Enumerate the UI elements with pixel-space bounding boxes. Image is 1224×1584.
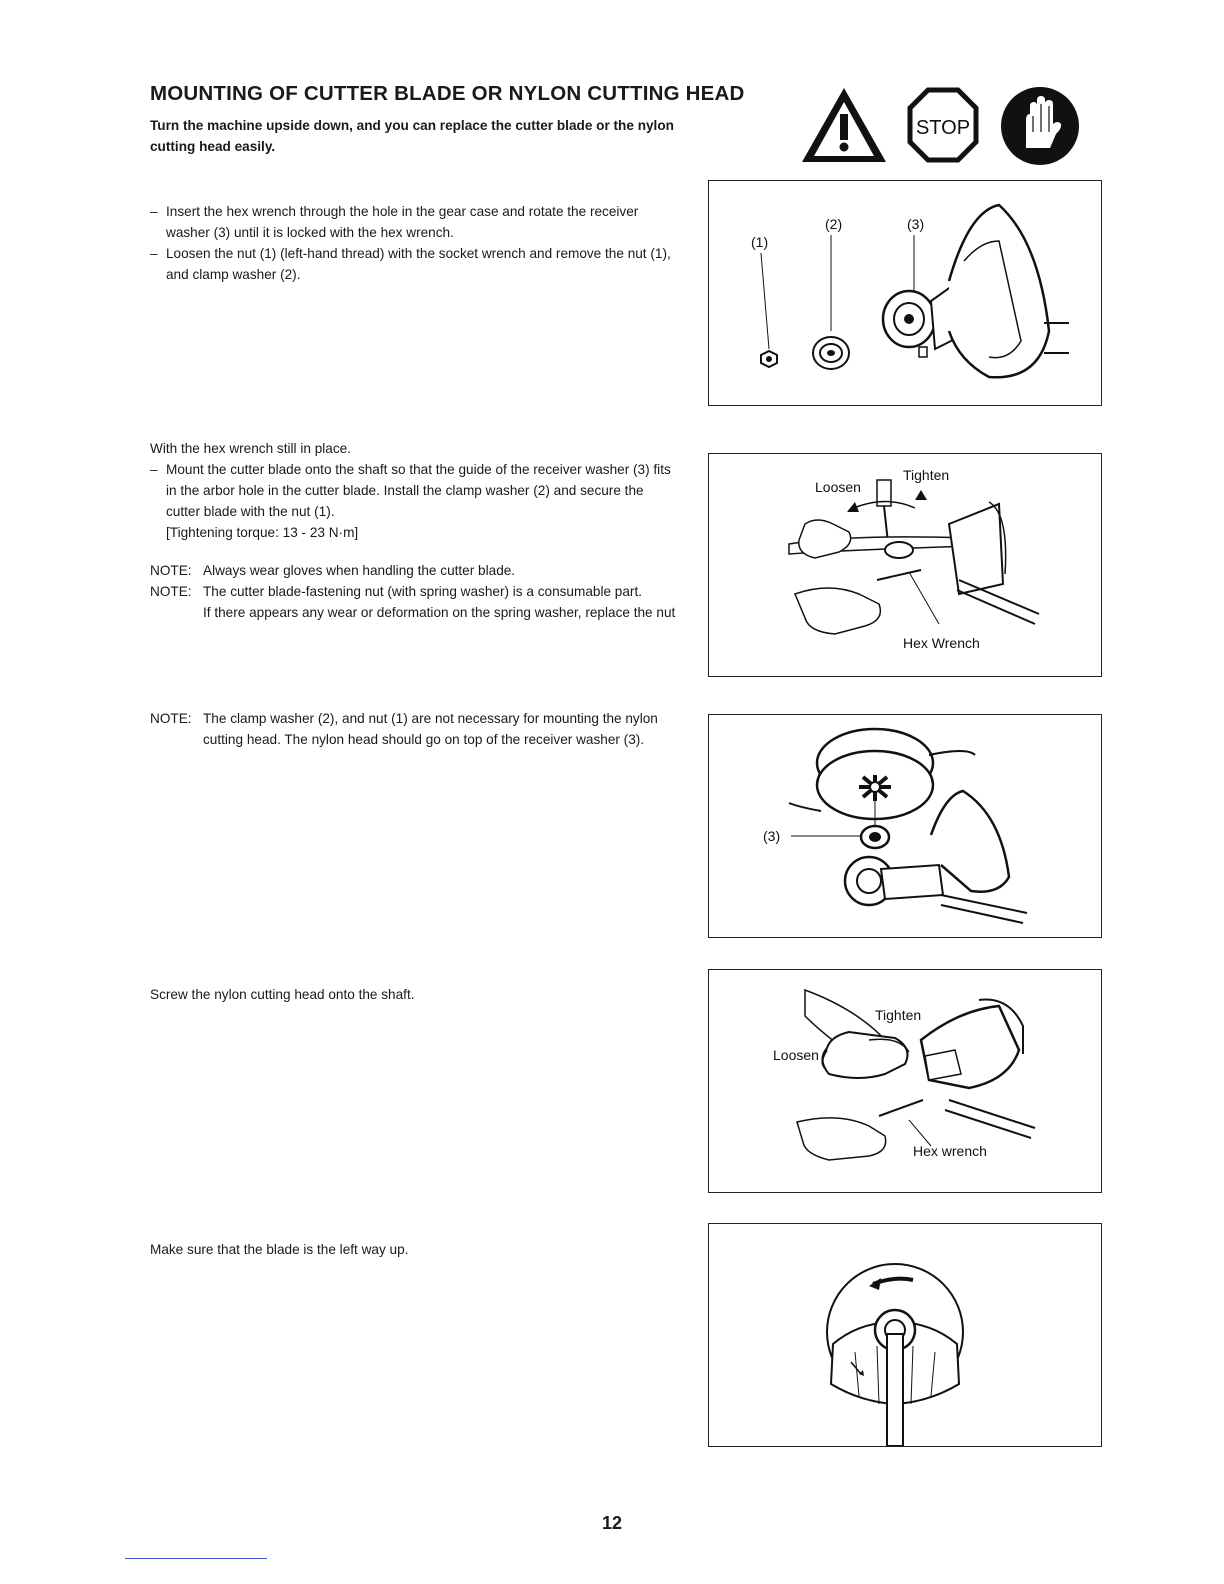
gloves-icon (1001, 87, 1079, 165)
label-loosen: Loosen (773, 1047, 819, 1063)
label-receiver-washer: (3) (763, 828, 781, 844)
label-hex-wrench: Hex Wrench (903, 635, 980, 651)
note-item: NOTE: The cutter blade-fastening nut (with spring washer) is a consumable part. If there appears any wear or deformation on the spring washer, replace the nut (150, 584, 676, 620)
warning-triangle-icon (802, 88, 886, 162)
hex-wrench-icon (879, 1100, 923, 1116)
clamp-washer-icon (813, 337, 849, 369)
label-tighten: Tighten (903, 467, 950, 483)
label-hex-wrench: Hex wrench (913, 1143, 987, 1159)
receiver-washer-icon (861, 826, 889, 848)
section1-steps (150, 201, 680, 285)
stop-label: STOP (915, 117, 971, 139)
figure-nut-washer-exploded (708, 180, 1102, 406)
footer-divider (125, 1558, 267, 1559)
note-item: NOTE: The clamp washer (2), and nut (1) are not necessary for mounting the nylon cutting head. The nylon head should go on top of the receiver washer (3). (150, 711, 658, 747)
section2-intro: With the hex wrench still in place. (150, 441, 351, 456)
stop-sign-icon (910, 90, 976, 160)
hand-icon (797, 1118, 886, 1160)
list-item: – Insert the hex wrench through the hole in the gear case and rotate the receiver washer (3) until it is locked with the hex wrench. (150, 204, 639, 240)
page-number: 12 (601, 1513, 623, 1533)
label-nut: (1) (751, 234, 769, 250)
gear-case-icon (949, 504, 1003, 594)
label-loosen: Loosen (815, 479, 861, 495)
label-receiver-washer: (3) (907, 216, 925, 232)
list-item: – Loosen the nut (1) (left-hand thread) with the socket wrench and remove the nut (1), and clamp washer (2). (150, 246, 671, 282)
hand-icon (799, 520, 851, 558)
label-tighten: Tighten (875, 1007, 922, 1023)
section2-text (150, 438, 680, 543)
hand-icon (795, 588, 880, 634)
page-subtitle: Turn the machine upside down, and you can replace the cutter blade or the nylon cutting head easily. (150, 118, 674, 154)
section3-note (150, 708, 680, 750)
figure-nylon-head-exploded (708, 714, 1102, 938)
page-title: MOUNTING OF CUTTER BLADE OR NYLON CUTTING HEAD (150, 82, 745, 105)
nut-icon (761, 351, 777, 367)
torque-spec: [Tightening torque: 13 - 23 N·m] (166, 525, 359, 540)
section2-notes (150, 560, 680, 623)
section4-text: Screw the nylon cutting head onto the shaft. (150, 987, 415, 1002)
figure-nylon-head-tightening (708, 969, 1102, 1193)
hex-wrench-icon (877, 570, 921, 580)
safety-icons (800, 86, 1090, 166)
list-item: – Mount the cutter blade onto the shaft so that the guide of the receiver washer (3) fits in the arbor hole in the cutter blade. Install the clamp washer (2) and secure the cutter blade with the nut (1). (150, 462, 671, 519)
label-clamp-washer: (2) (825, 216, 843, 232)
nylon-head-icon (822, 1032, 907, 1078)
section5-text: Make sure that the blade is the left way up. (150, 1242, 409, 1257)
figure-blade-tightening (708, 453, 1102, 677)
note-item: NOTE: Always wear gloves when handling the cutter blade. (150, 563, 516, 578)
figure-blade-orientation (708, 1223, 1102, 1447)
